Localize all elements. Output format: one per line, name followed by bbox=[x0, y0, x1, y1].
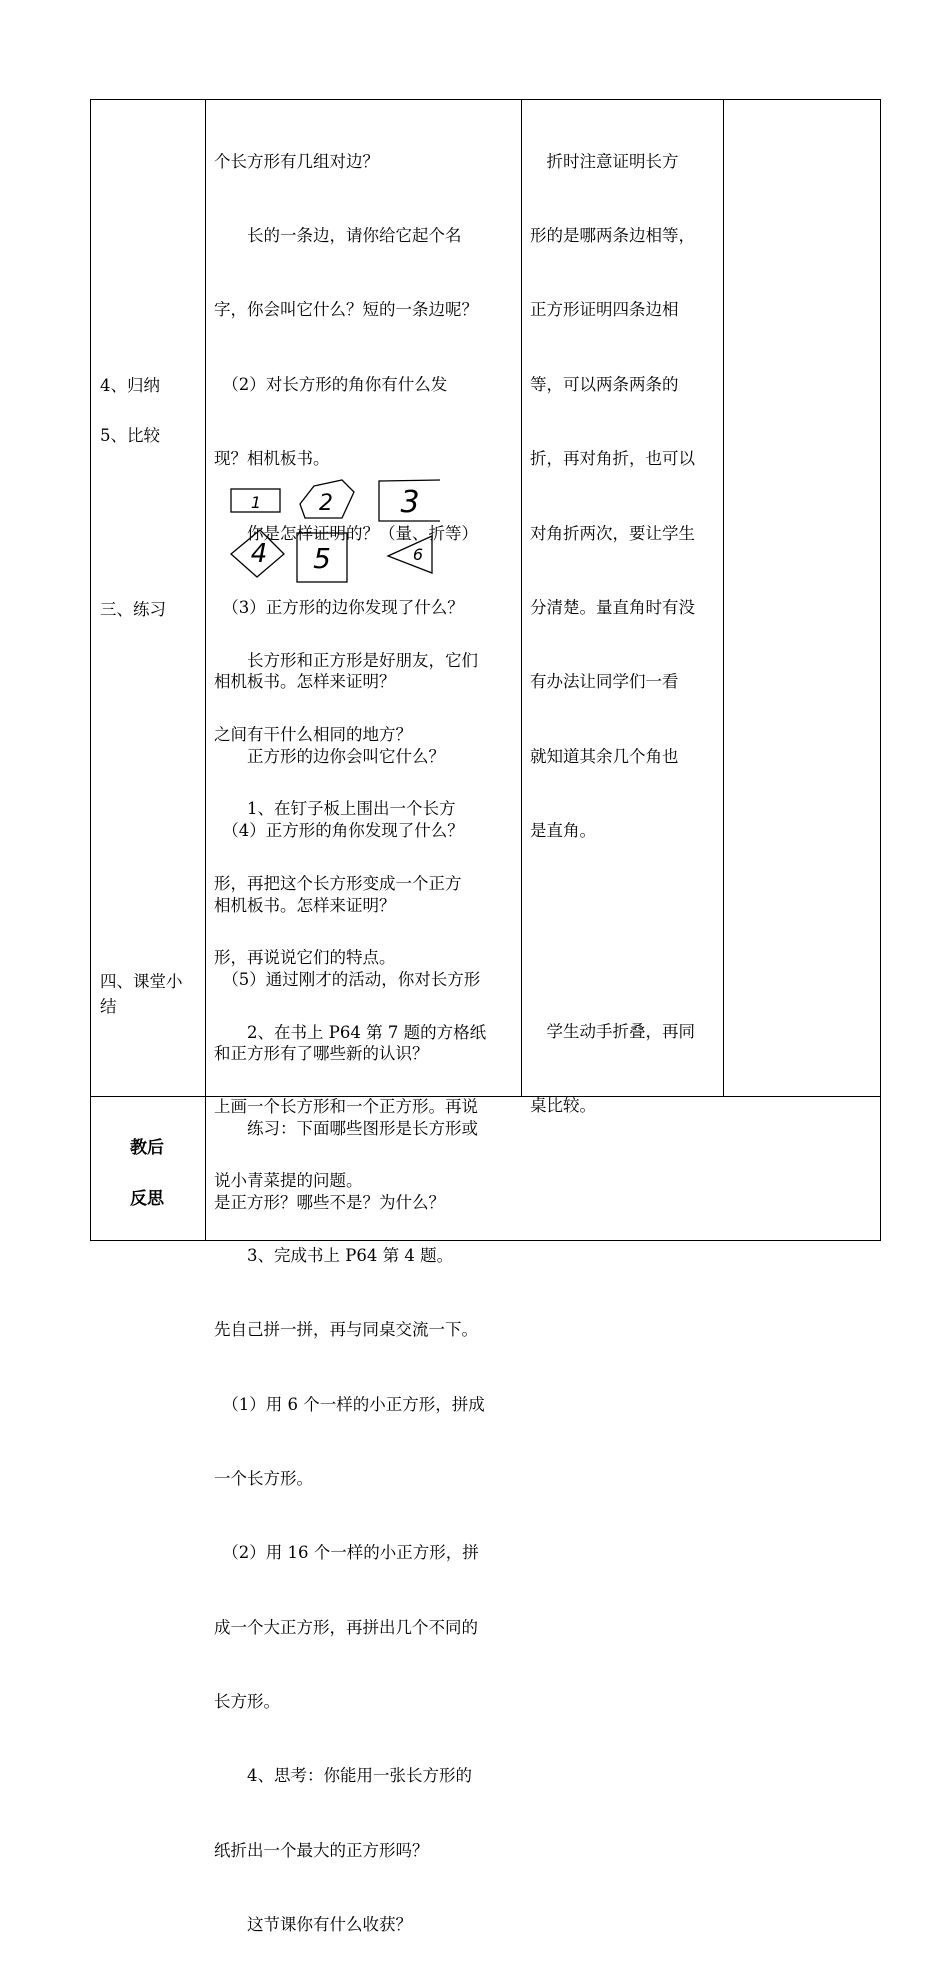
text-line: 练习：下面哪些图形是长方形或 bbox=[214, 1118, 478, 1138]
shape-label: 4 bbox=[250, 539, 268, 569]
reflection-label-cont: 反思 bbox=[130, 1189, 164, 1209]
text-line: 一个长方形。 bbox=[214, 1468, 313, 1488]
lesson-text-practice bbox=[214, 599, 486, 1963]
text-line: 形，再说说它们的特点。 bbox=[214, 948, 396, 968]
text-line: （2）用 16 个一样的小正方形，拼 bbox=[214, 1543, 479, 1563]
text-line: 个长方形有几组对边？ bbox=[214, 151, 379, 171]
note-line: 是直角。 bbox=[530, 821, 596, 841]
text-line: 你是怎样证明的？（量、折等） bbox=[214, 523, 478, 543]
stage-label-compare: 5、比较 bbox=[100, 426, 160, 445]
shape-label: 6 bbox=[412, 545, 424, 564]
shape-label: 1 bbox=[250, 493, 262, 512]
shape-label: 5 bbox=[313, 542, 331, 575]
note-line: 形的是哪两条边相等， bbox=[530, 225, 695, 245]
text-line: 3、完成书上 P64 第 4 题。 bbox=[214, 1245, 454, 1265]
stage-label-summary: 四、课堂小 bbox=[100, 972, 183, 991]
note-line: 等，可以两条两条的 bbox=[530, 374, 679, 394]
text-line: 2、在书上 P64 第 7 题的方格纸 bbox=[214, 1022, 487, 1042]
text-line: （1）用 6 个一样的小正方形，拼成 bbox=[214, 1394, 485, 1414]
stage-label-summary-cont: 结 bbox=[100, 997, 117, 1016]
text-line: 先自己拼一拼，再与同桌交流一下。 bbox=[214, 1320, 478, 1340]
col-divider-3 bbox=[723, 99, 724, 1097]
text-line: 正方形的边你会叫它什么？ bbox=[214, 746, 445, 766]
table-left-border bbox=[90, 99, 91, 1241]
text-line: 成一个大正方形，再拼出几个不同的 bbox=[214, 1617, 478, 1637]
text-line: 现？相机板书。 bbox=[214, 449, 330, 469]
text-line: 长的一条边，请你给它起个名 bbox=[214, 225, 462, 245]
text-line: 相机板书。怎样来证明？ bbox=[214, 895, 396, 915]
text-line: （5）通过刚才的活动，你对长方形 bbox=[214, 969, 481, 989]
text-line: 形，再把这个长方形变成一个正方 bbox=[214, 873, 462, 893]
teaching-notes-2 bbox=[530, 970, 695, 1144]
text-line: 纸折出一个最大的正方形吗？ bbox=[214, 1840, 429, 1860]
note-line: 对角折两次，要让学生 bbox=[530, 523, 695, 543]
text-line: 1、在钉子板上围出一个长方 bbox=[214, 799, 456, 819]
note-line: 分清楚。量直角时有没 bbox=[530, 597, 695, 617]
text-line: 长方形和正方形是好朋友，它们 bbox=[214, 650, 478, 670]
shape-label: 3 bbox=[400, 485, 420, 520]
text-line: 长方形。 bbox=[214, 1692, 280, 1712]
note-line: 就知道其余几个角也 bbox=[530, 746, 679, 766]
stage-label-induce: 4、归纳 bbox=[100, 376, 160, 395]
shapes-figure bbox=[222, 476, 462, 586]
note-line: 折，再对角折，也可以 bbox=[530, 449, 695, 469]
col-divider-1 bbox=[205, 99, 206, 1241]
table-right-border bbox=[880, 99, 881, 1241]
note-line: 学生动手折叠，再同 bbox=[530, 1021, 695, 1041]
text-line: 是正方形？哪些不是？为什么？ bbox=[214, 1193, 445, 1213]
text-line: 这节课你有什么收获？ bbox=[214, 1915, 412, 1935]
stage-label-practice: 三、练习 bbox=[100, 600, 166, 619]
table-top-border bbox=[90, 99, 881, 100]
text-line: （4）正方形的角你发现了什么？ bbox=[214, 821, 464, 841]
text-line: 字，你会叫它什么？短的一条边呢？ bbox=[214, 300, 478, 320]
shape-label: 2 bbox=[319, 491, 333, 516]
text-line: （2）对长方形的角你有什么发 bbox=[214, 374, 448, 394]
col-divider-2 bbox=[521, 99, 522, 1097]
note-line: 桌比较。 bbox=[530, 1095, 596, 1115]
teaching-notes bbox=[530, 100, 695, 869]
note-line: 有办法让同学们一看 bbox=[530, 672, 679, 692]
text-line: 说小青菜提的问题。 bbox=[214, 1171, 363, 1191]
text-line: 之间有干什么相同的地方？ bbox=[214, 724, 412, 744]
note-line: 正方形证明四条边相 bbox=[530, 300, 679, 320]
reflection-label: 教后 bbox=[130, 1138, 164, 1158]
text-line: 上画一个长方形和一个正方形。再说 bbox=[214, 1096, 478, 1116]
text-line: 相机板书。怎样来证明？ bbox=[214, 672, 396, 692]
text-line: 和正方形有了哪些新的认识？ bbox=[214, 1044, 429, 1064]
text-line: 4、思考：你能用一张长方形的 bbox=[214, 1766, 472, 1786]
note-line: 折时注意证明长方 bbox=[530, 151, 679, 171]
text-line: （3）正方形的边你发现了什么？ bbox=[214, 597, 464, 617]
shape-6-triangle bbox=[388, 536, 432, 573]
